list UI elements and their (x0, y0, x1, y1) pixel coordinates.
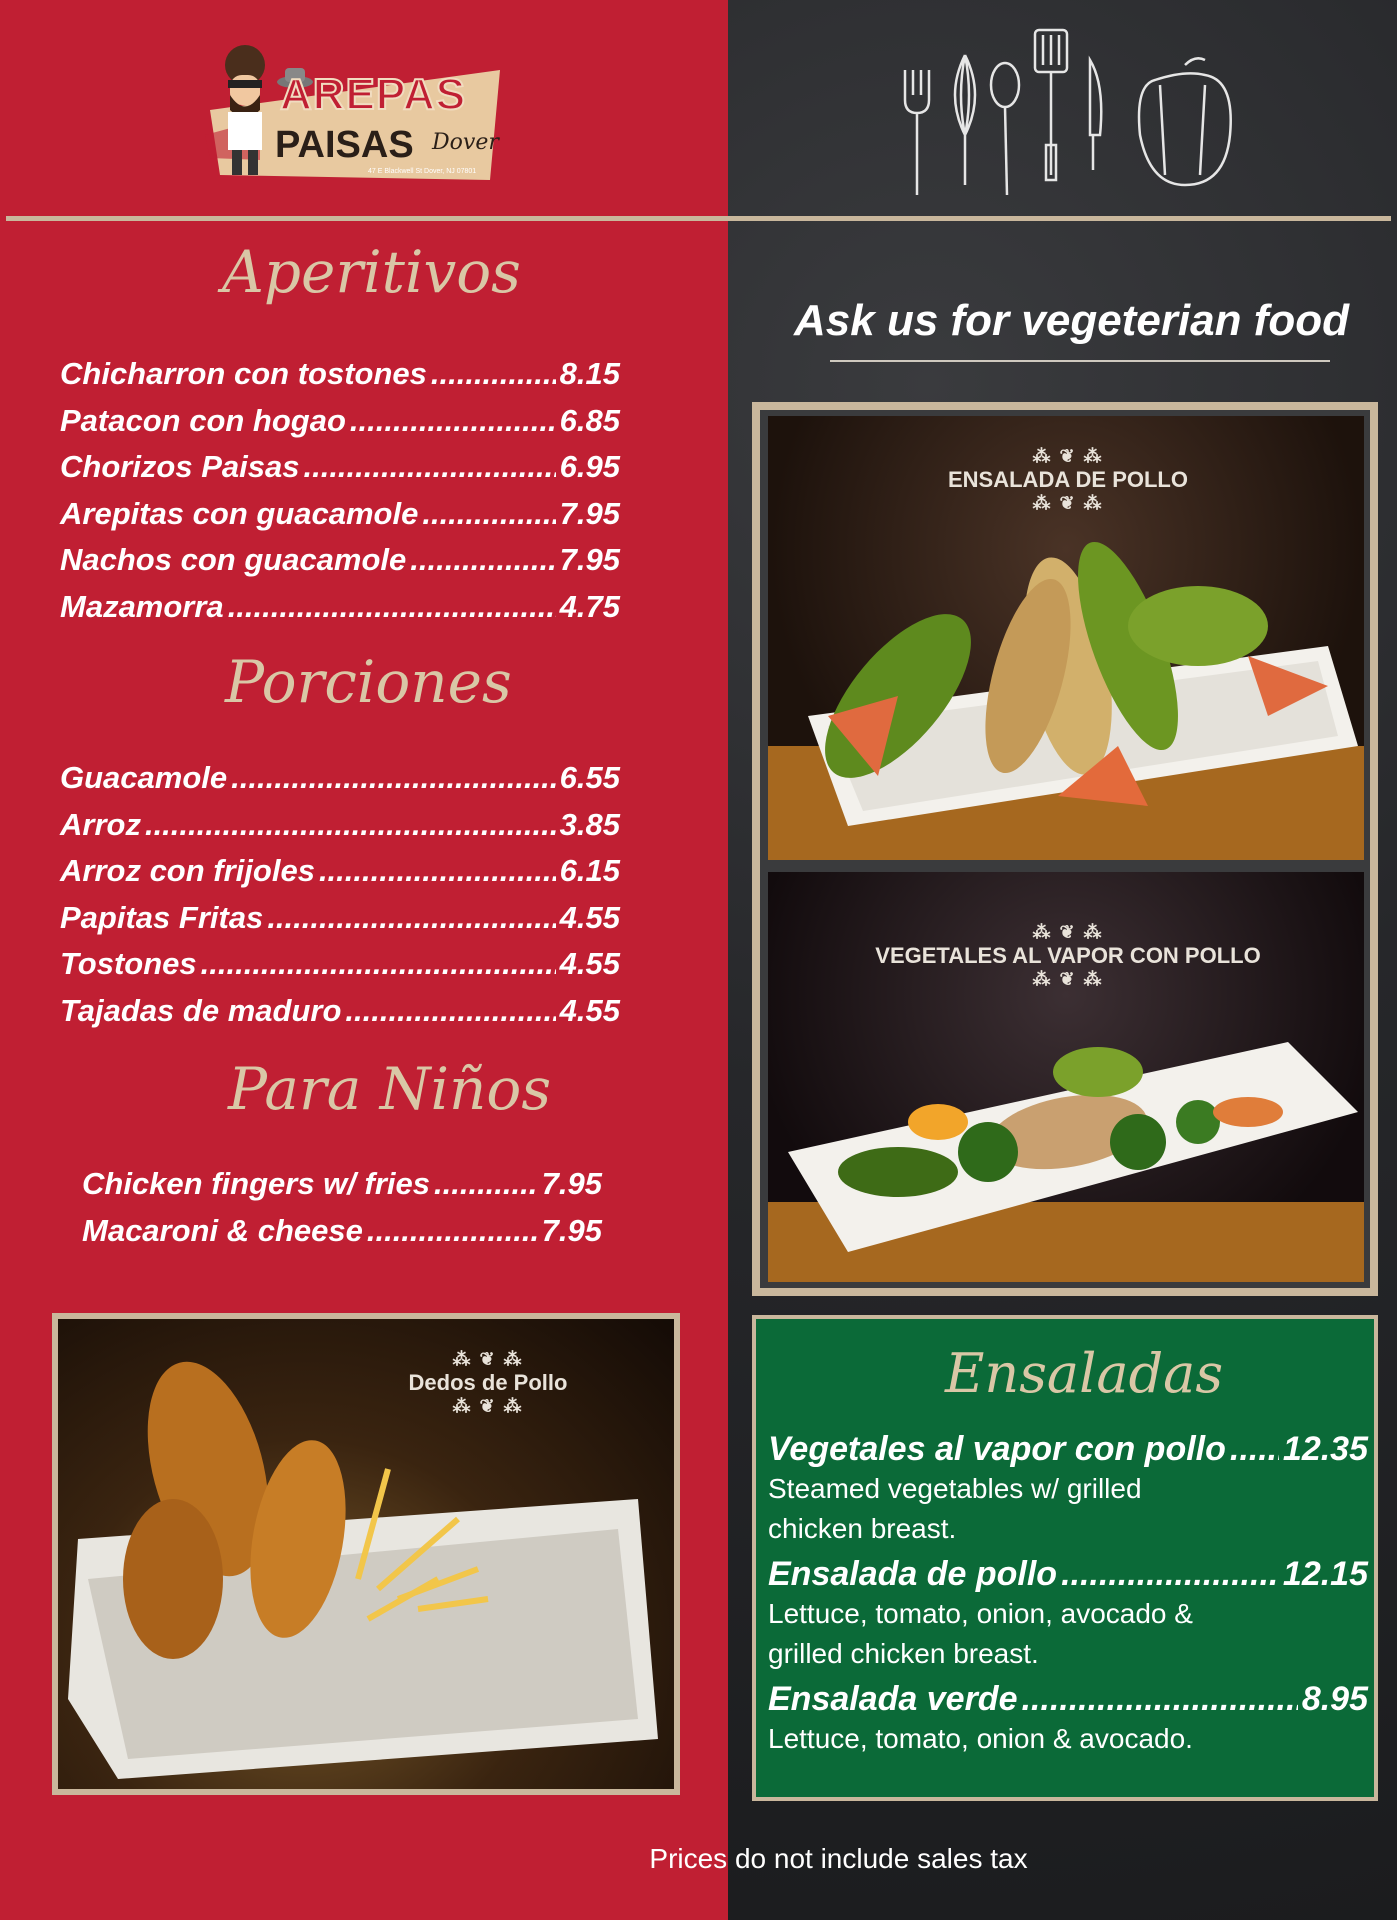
dot-leader (228, 589, 556, 625)
ornament-top-icon: ⁂ ❦ ⁂ (1032, 446, 1104, 466)
menu-item (60, 542, 620, 589)
menu-item-price: 8.15 (559, 356, 620, 391)
menu-item-name: Papitas Fritas (60, 899, 264, 935)
menu-item (60, 403, 620, 450)
menu-item-price: 7.95 (559, 542, 620, 577)
ensalada-label: ⁂ ❦ ⁂ ENSALADA DE POLLO ⁂ ❦ ⁂ (918, 446, 1218, 514)
ornament-bottom-icon: ⁂ ❦ ⁂ (1032, 969, 1104, 989)
dot-leader (367, 1213, 538, 1249)
menu-item (60, 496, 620, 543)
menu-item (60, 853, 620, 900)
ninos-title: Para Niños (228, 1055, 552, 1123)
dot-leader (1061, 1555, 1279, 1594)
footer-note: Prices do not include sales tax (649, 1843, 1028, 1874)
whisk-icon (955, 55, 975, 185)
salad-price: 12.35 (1282, 1430, 1368, 1468)
header-divider (6, 216, 1391, 221)
menu-item (60, 356, 620, 403)
menu-item-price: 4.55 (559, 992, 620, 1028)
dot-leader (145, 807, 556, 843)
salad-description: Lettuce, tomato, onion, avocado & grilled chicken breast. (768, 1598, 1193, 1669)
spatula-icon (1035, 30, 1067, 180)
menu-item-name: Arepitas con guacamole (60, 495, 419, 531)
dot-leader (422, 496, 555, 532)
menu-item (60, 589, 620, 636)
menu-item-price: 7.95 (541, 1212, 602, 1248)
utensils-illustration (895, 25, 1265, 205)
menu-item-price: 4.55 (559, 899, 620, 935)
menu-item-name: Chicken fingers w/ fries (82, 1166, 430, 1201)
spoon-icon (991, 63, 1019, 195)
menu-item-price: 6.15 (559, 853, 620, 888)
menu-item-price: 7.95 (541, 1166, 602, 1201)
dot-leader (267, 900, 555, 936)
menu-item-name: Arroz con frijoles (60, 853, 315, 888)
ensaladas-title: Ensaladas (945, 1342, 1224, 1405)
menu-item-name: Tajadas de maduro (60, 992, 342, 1028)
salad-item (768, 1430, 1368, 1549)
salad-name-row (768, 1430, 1368, 1469)
aperitivos-list (60, 356, 620, 635)
ornament-bottom-icon: ⁂ ❦ ⁂ (452, 1396, 524, 1416)
menu-item-price: 4.75 (559, 588, 620, 624)
menu-item-name: Arroz (60, 806, 141, 842)
logo-address: 47 E Blackwell St Dover, NJ 07801 (368, 168, 477, 175)
menu-item (60, 807, 620, 854)
menu-item-price: 7.95 (559, 495, 620, 531)
bell-pepper-icon (1139, 58, 1231, 185)
dot-leader (231, 760, 556, 796)
dot-leader (303, 449, 555, 485)
porciones-title: Porciones (225, 648, 512, 716)
menu-item (82, 1166, 602, 1213)
salad-name: Ensalada verde (768, 1680, 1018, 1718)
vegetarian-note: Ask us for vegeterian food (794, 296, 1350, 345)
menu-item (60, 946, 620, 993)
vegetales-photo (768, 872, 1364, 1282)
salad-description: Lettuce, tomato, onion & avocado. (768, 1723, 1193, 1754)
logo-line2: PAISAS (275, 124, 414, 166)
menu-item (60, 449, 620, 496)
salad-price: 8.95 (1301, 1680, 1368, 1718)
menu-item-name: Chicharron con tostones (60, 356, 427, 391)
ninos-list (82, 1166, 602, 1259)
menu-item-name: Patacon con hogao (60, 402, 346, 438)
dedos-photo (58, 1319, 674, 1789)
salad-name-row (768, 1555, 1368, 1594)
ensalada-photo (768, 416, 1364, 860)
salad-name-row (768, 1680, 1368, 1719)
dot-leader (345, 993, 555, 1029)
ensaladas-list (768, 1430, 1368, 1765)
porciones-list (60, 760, 620, 1039)
fork-icon (905, 70, 929, 195)
vegetales-label: ⁂ ❦ ⁂ VEGETALES AL VAPOR CON POLLO ⁂ ❦ ⁂ (858, 922, 1278, 990)
menu-item-name: Macaroni & cheese (82, 1212, 363, 1248)
menu-item-name: Tostones (60, 946, 197, 981)
ornament-top-icon: ⁂ ❦ ⁂ (452, 1349, 524, 1369)
salad-name: Ensalada de pollo (768, 1555, 1058, 1593)
dot-leader (1230, 1430, 1279, 1469)
menu-item-price: 6.95 (559, 449, 620, 484)
ornament-bottom-icon: ⁂ ❦ ⁂ (1032, 493, 1104, 513)
logo-script: Dover (432, 130, 499, 155)
dot-leader (434, 1166, 538, 1202)
salad-name: Vegetales al vapor con pollo (768, 1430, 1226, 1468)
menu-item-price: 3.85 (559, 806, 620, 842)
aperitivos-title: Aperitivos (222, 238, 521, 306)
dot-leader (1021, 1680, 1297, 1719)
menu-item-name: Nachos con guacamole (60, 542, 407, 577)
salad-item (768, 1680, 1368, 1759)
menu-item (60, 993, 620, 1040)
vegetarian-underline (830, 360, 1330, 362)
knife-icon (1090, 60, 1101, 170)
dot-leader (350, 403, 556, 439)
menu-item-price: 6.85 (559, 402, 620, 438)
dot-leader (319, 853, 556, 889)
menu-item-name: Mazamorra (60, 588, 224, 624)
menu-item-price: 4.55 (559, 946, 620, 981)
dot-leader (201, 946, 556, 982)
menu-item-name: Chorizos Paisas (60, 449, 300, 484)
salad-price: 12.15 (1282, 1555, 1368, 1593)
dot-leader (431, 356, 556, 392)
dedos-label: ⁂ ❦ ⁂ Dedos de Pollo ⁂ ❦ ⁂ (388, 1349, 588, 1417)
ornament-top-icon: ⁂ ❦ ⁂ (1032, 922, 1104, 942)
menu-item (82, 1213, 602, 1260)
salad-description: Steamed vegetables w/ grilled chicken breast. (768, 1473, 1142, 1544)
salad-item (768, 1555, 1368, 1674)
dot-leader (410, 542, 555, 578)
menu-item-name: Guacamole (60, 760, 228, 795)
menu-item (60, 760, 620, 807)
menu-item-price: 6.55 (559, 760, 620, 795)
logo-line1: AREPAS (280, 70, 467, 119)
menu-item (60, 900, 620, 947)
